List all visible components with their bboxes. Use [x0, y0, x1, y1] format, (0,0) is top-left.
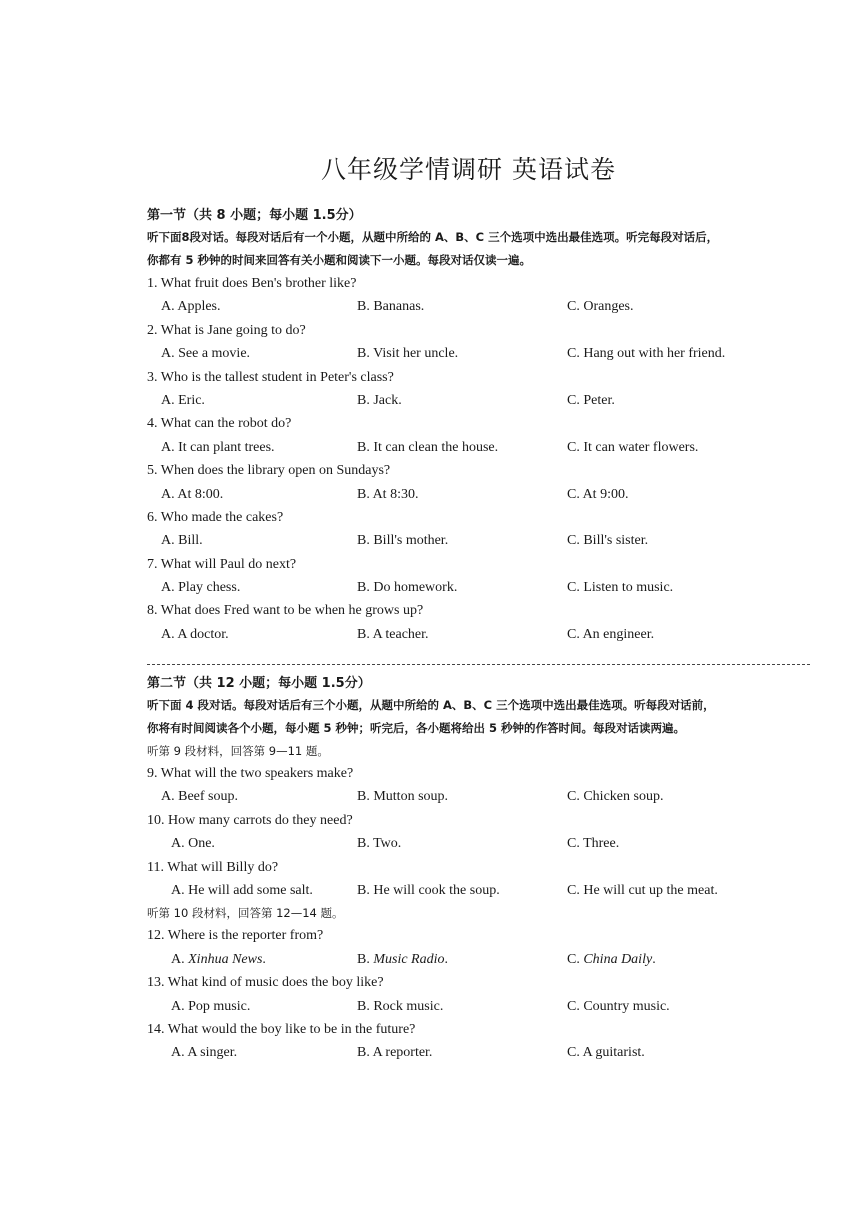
option-c	[567, 948, 656, 971]
question-options	[147, 879, 812, 902]
option-a: A. A singer.	[171, 1045, 238, 1061]
section-1	[147, 206, 812, 646]
option-label: A.	[171, 951, 189, 967]
question-13	[147, 971, 812, 1018]
option-b: B. He will cook the soup.	[357, 882, 500, 898]
question-14	[147, 1018, 812, 1065]
question-9	[147, 762, 812, 809]
option-c: C. Peter.	[567, 392, 615, 408]
option-b: B. Jack.	[357, 392, 402, 408]
question-text: 11. What will Billy do?	[147, 859, 279, 875]
question-text: 1. What fruit does Ben's brother like?	[147, 276, 357, 291]
question-12	[147, 924, 812, 971]
option-b: B. A teacher.	[357, 626, 429, 642]
option-b: B. Two.	[357, 836, 402, 852]
question-text: 12. Where is the reporter from?	[147, 928, 324, 944]
option-label: C.	[567, 951, 584, 967]
question-options	[147, 623, 812, 646]
question-text: 5. When does the library open on Sundays?	[147, 463, 391, 479]
option-a	[171, 948, 266, 971]
option-c: C. He will cut up the meat.	[567, 882, 718, 898]
option-b	[357, 948, 448, 971]
material-heading: 听第 9 段材料，回答第 9—11 题。	[147, 744, 329, 758]
option-b: B. At 8:30.	[357, 486, 419, 502]
option-a: A. Play chess.	[161, 580, 241, 596]
section-2-instruction: 听下面 4 段对话。每段对话后有三个小题，从题中所给的 A、B、C 三个选项中选出最佳选项。听每段对话前，	[147, 698, 715, 712]
option-a: A. One.	[171, 836, 215, 852]
option-c: C. Listen to music.	[567, 580, 674, 596]
option-c: C. Oranges.	[567, 299, 634, 315]
option-title: China Daily	[583, 951, 653, 967]
section-divider	[147, 664, 810, 665]
option-b: B. Rock music.	[357, 998, 444, 1014]
question-5	[147, 459, 812, 506]
option-a: A. Pop music.	[171, 998, 251, 1014]
question-1	[147, 272, 812, 319]
question-text: 9. What will the two speakers make?	[147, 766, 354, 781]
question-options	[147, 832, 812, 855]
section-1-heading: 第一节（共 8 小题；每小题 1.5分）	[147, 208, 362, 223]
option-c: C. Bill's sister.	[567, 533, 649, 549]
section-1-instruction: 你都有 5 秒钟的时间来回答有关小题和阅读下一小题。每段对话仅读一遍。	[147, 253, 532, 267]
option-b: B. Bananas.	[357, 299, 425, 315]
question-text: 8. What does Fred want to be when he grows up?	[147, 603, 424, 619]
option-a: A. Bill.	[161, 533, 203, 549]
option-a: A. Beef soup.	[161, 789, 238, 805]
option-end: .	[262, 951, 266, 967]
option-end: .	[444, 951, 448, 967]
option-b: B. Visit her uncle.	[357, 346, 459, 362]
question-text: 2. What is Jane going to do?	[147, 322, 306, 338]
question-options	[147, 389, 812, 412]
question-10	[147, 809, 812, 856]
question-2	[147, 319, 812, 366]
material-heading: 听第 10 段材料，回答第 12—14 题。	[147, 906, 344, 921]
option-c: C. A guitarist.	[567, 1045, 645, 1061]
option-b: B. It can clean the house.	[357, 439, 499, 455]
option-c: C. An engineer.	[567, 626, 655, 642]
question-6	[147, 506, 812, 553]
option-b: B. Do homework.	[357, 580, 458, 596]
question-text: 3. Who is the tallest student in Peter's class?	[147, 369, 394, 385]
option-c: C. Three.	[567, 836, 620, 852]
question-7	[147, 553, 812, 600]
option-b: B. Bill's mother.	[357, 533, 449, 549]
question-options	[147, 529, 812, 552]
question-text: 14. What would the boy like to be in the future?	[147, 1021, 416, 1037]
option-c: C. It can water flowers.	[567, 439, 699, 455]
question-options	[147, 295, 812, 318]
question-text: 6. Who made the cakes?	[147, 509, 284, 525]
option-b: B. Mutton soup.	[357, 789, 449, 805]
question-options	[147, 576, 812, 599]
question-text: 4. What can the robot do?	[147, 416, 292, 432]
option-a: A. He will add some salt.	[171, 882, 313, 898]
section-2-instruction: 你将有时间阅读各个小题，每小题 5 秒钟；听完后，各小题将给出 5 秒钟的作答时间。每段对话读两遍。	[147, 721, 686, 735]
question-options	[147, 785, 812, 808]
option-a: A. See a movie.	[161, 346, 251, 362]
section-2	[147, 674, 812, 1065]
question-options	[147, 436, 812, 459]
option-a: A. Apples.	[161, 299, 221, 315]
option-c: C. Chicken soup.	[567, 789, 664, 805]
option-a: A. At 8:00.	[161, 486, 224, 502]
question-text: 7. What will Paul do next?	[147, 556, 297, 572]
option-title: Music Radio	[373, 951, 445, 967]
section-1-instruction: 听下面8段对话。每段对话后有一个小题，从题中所给的 A、B、C 三个选项中选出最佳选项。听完每段对话后，	[147, 230, 719, 244]
question-8	[147, 599, 812, 646]
question-11	[147, 856, 812, 903]
option-a: A. Eric.	[161, 392, 205, 408]
question-text: 10. How many carrots do they need?	[147, 812, 353, 828]
section-2-heading: 第二节（共 12 小题；每小题 1.5分）	[147, 676, 371, 691]
option-c: C. Hang out with her friend.	[567, 346, 726, 362]
question-options	[147, 1041, 812, 1064]
option-a: A. It can plant trees.	[161, 439, 275, 455]
question-options	[147, 948, 812, 971]
option-end: .	[652, 951, 656, 967]
question-text: 13. What kind of music does the boy like?	[147, 975, 384, 991]
question-4	[147, 412, 812, 459]
question-3	[147, 366, 812, 413]
question-options	[147, 342, 812, 365]
page-title: 八年级学情调研 英语试卷	[321, 155, 616, 184]
question-options	[147, 483, 812, 506]
option-c: C. Country music.	[567, 998, 670, 1014]
question-options	[147, 995, 812, 1018]
option-title: Xinhua News	[188, 951, 263, 967]
option-b: B. A reporter.	[357, 1045, 433, 1061]
option-c: C. At 9:00.	[567, 486, 629, 502]
option-a: A. A doctor.	[161, 626, 229, 642]
option-label: B.	[357, 951, 374, 967]
